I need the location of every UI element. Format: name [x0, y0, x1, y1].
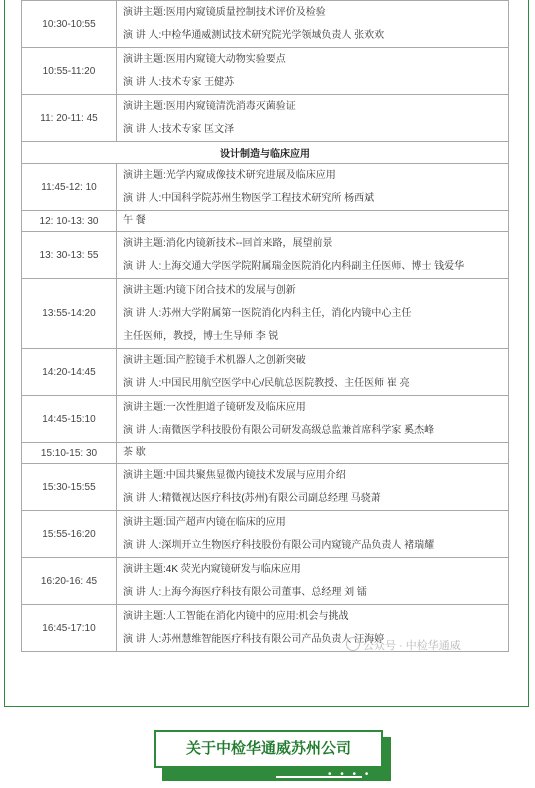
session-time: 15:30-15:55	[22, 464, 117, 511]
session-time: 13:55-14:20	[22, 279, 117, 349]
talk-topic: 演讲主题:内镜下闭合技术的发展与创新	[123, 285, 296, 296]
talk-topic: 演讲主题:一次性胆道子镜研发及临床应用	[123, 402, 306, 413]
schedule-row	[22, 349, 509, 396]
talk-speaker: 演 讲 人:精微视达医疗科技(苏州)有限公司副总经理 马骁萧	[123, 493, 381, 504]
session-detail	[117, 48, 509, 95]
schedule-row	[22, 464, 509, 511]
schedule-row	[22, 164, 509, 211]
about-section-header	[154, 730, 383, 780]
schedule-row	[22, 1, 509, 48]
talk-topic: 演讲主题:国产超声内镜在临床的应用	[123, 517, 286, 528]
wechat-icon	[346, 637, 360, 651]
session-detail	[117, 232, 509, 279]
talk-speaker: 演 讲 人:中国科学院苏州生物医学工程技术研究所 杨西斌	[123, 193, 375, 204]
schedule-row	[22, 396, 509, 443]
break-label: 午 餐	[123, 215, 146, 226]
talk-topic: 演讲主题:医用内窥镜质量控制技术评价及检验	[123, 7, 326, 18]
session-time: 10:55-11:20	[22, 48, 117, 95]
schedule-row	[22, 95, 509, 142]
schedule-row	[22, 511, 509, 558]
session-time: 16:45-17:10	[22, 605, 117, 652]
talk-speaker: 演 讲 人:中国民用航空医学中心/民航总医院教授、主任医师 崔 亮	[123, 378, 410, 389]
session-detail	[117, 349, 509, 396]
session-detail	[117, 95, 509, 142]
talk-speaker: 演 讲 人:上海交通大学医学院附属瑞金医院消化内科副主任医师、博士 钱爱华	[123, 261, 465, 272]
session-time: 10:30-10:55	[22, 1, 117, 48]
talk-speaker: 演 讲 人:南微医学科技股份有限公司研发高级总监兼首席科学家 奚杰峰	[123, 425, 435, 436]
watermark	[346, 637, 461, 653]
session-time: 13: 30-13: 55	[22, 232, 117, 279]
session-time: 16:20-16: 45	[22, 558, 117, 605]
break-label: 茶 歇	[123, 447, 146, 458]
talk-speaker: 主任医师，教授，博士生导师 李 锐	[123, 331, 279, 342]
talk-topic: 演讲主题:消化内镜新技术--回首来路，展望前景	[123, 238, 333, 249]
schedule-row	[22, 211, 509, 232]
session-detail	[117, 511, 509, 558]
session-detail	[117, 1, 509, 48]
about-dots: • • • •	[328, 769, 372, 780]
schedule-table	[21, 0, 509, 652]
talk-topic: 演讲主题:4K 荧光内窥镜研发与临床应用	[123, 564, 301, 575]
about-header-box	[154, 730, 383, 768]
talk-speaker: 演 讲 人:深圳开立生物医疗科技股份有限公司内窥镜产品负责人 褚瑞耀	[123, 540, 435, 551]
session-detail	[117, 396, 509, 443]
session-time: 11: 20-11: 45	[22, 95, 117, 142]
about-title: 关于中检华通威苏州公司	[185, 740, 351, 757]
talk-topic: 演讲主题:光学内窥成像技术研究进展及临床应用	[123, 170, 336, 181]
session-time: 15:55-16:20	[22, 511, 117, 558]
session-time: 11:45-12: 10	[22, 164, 117, 211]
schedule-row	[22, 279, 509, 349]
talk-speaker: 演 讲 人:上海今海医疗科技有限公司董事、总经理 刘 镭	[123, 587, 367, 598]
talk-topic: 演讲主题:人工智能在消化内镜中的应用:机会与挑战	[123, 611, 349, 622]
talk-speaker: 演 讲 人:苏州大学附属第一医院消化内科主任，消化内镜中心主任	[123, 308, 412, 319]
session-detail	[117, 164, 509, 211]
schedule-row	[22, 443, 509, 464]
talk-topic: 演讲主题:国产腔镜手术机器人之创新突破	[123, 355, 306, 366]
session-time: 14:45-15:10	[22, 396, 117, 443]
section-title: 设计制造与临床应用	[22, 142, 509, 164]
talk-topic: 演讲主题:医用内窥镜大动物实验要点	[123, 54, 286, 65]
schedule-row	[22, 232, 509, 279]
watermark-text: 公众号 · 中检华通威	[363, 640, 461, 652]
session-detail	[117, 279, 509, 349]
talk-topic: 演讲主题:医用内窥镜清洗消毒灭菌验证	[123, 101, 296, 112]
talk-speaker: 演 讲 人:中检华通威测试技术研究院光学领域负责人 张欢欢	[123, 30, 385, 41]
schedule-row	[22, 48, 509, 95]
talk-topic: 演讲主题:中国共聚焦显微内镜技术发展与应用介绍	[123, 470, 346, 481]
session-detail	[117, 443, 509, 464]
section-row	[22, 142, 509, 164]
talk-speaker: 演 讲 人:技术专家 匡文泽	[123, 124, 235, 135]
session-time: 15:10-15: 30	[22, 443, 117, 464]
talk-speaker: 演 讲 人:苏州慧维智能医疗科技有限公司产品负责人 汪海婷	[123, 634, 385, 645]
session-detail	[117, 558, 509, 605]
session-time: 14:20-14:45	[22, 349, 117, 396]
session-time: 12: 10-13: 30	[22, 211, 117, 232]
session-detail	[117, 211, 509, 232]
schedule-row	[22, 558, 509, 605]
session-detail	[117, 464, 509, 511]
talk-speaker: 演 讲 人:技术专家 王健苏	[123, 77, 235, 88]
